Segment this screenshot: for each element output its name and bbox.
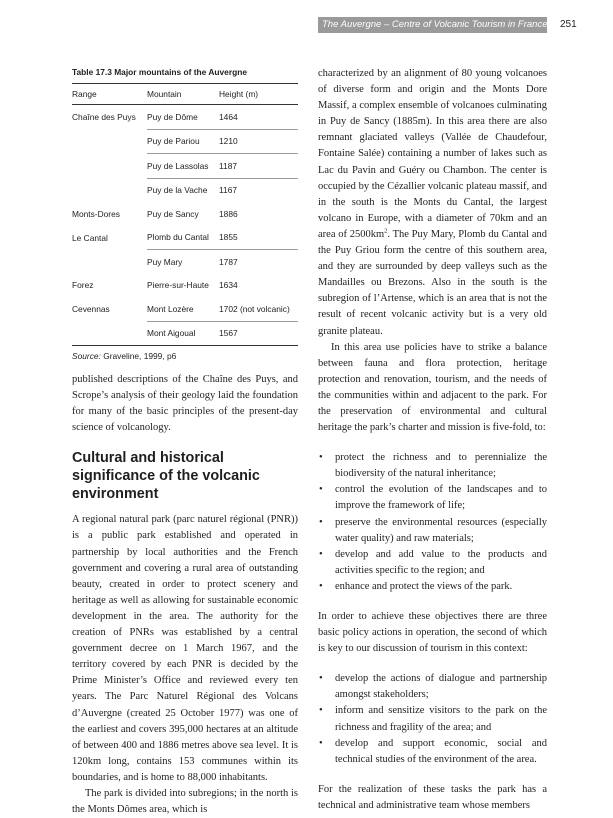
right-paragraph-1-b: . The Puy Mary, Plomb du Cantal and the Puy Griou form the centre of this southern area, and they are surrounded by deep valleys such as the Mandailles ou Brezons. Also in the south is the subregion of l’Artense, which is an area that is not the result of recent volcanic activity but is a very old granite plateau. xyxy=(318,228,547,337)
bullet-icon: • xyxy=(319,705,323,717)
cell-range: Monts-Dores xyxy=(72,208,120,219)
left-paragraph-1: published descriptions of the Chaîne des Puys, and Scrope’s analysis of their geology laid the foundation for many of the basic principles of the present-day science of volcanology. xyxy=(72,374,298,434)
page-number: 251 xyxy=(560,19,577,30)
policy-list xyxy=(318,671,547,768)
list-item xyxy=(318,482,547,514)
cell-height: 1210 xyxy=(219,129,298,154)
cell-mountain: Puy de Pariou xyxy=(147,129,219,154)
bullet-icon: • xyxy=(319,516,323,528)
table-row xyxy=(72,154,298,179)
table-row xyxy=(72,105,298,130)
list-item-text: inform and sensitize visitors to the park on the richness and fragility of the area; and xyxy=(335,705,547,733)
running-header-title: The Auvergne – Centre of Volcanic Tourism in France xyxy=(322,19,548,30)
cell-mountain: Mont Lozère xyxy=(147,303,194,314)
left-column xyxy=(72,66,298,818)
mission-list xyxy=(318,450,547,595)
cell-mountain: Puy Mary xyxy=(147,250,219,274)
list-item xyxy=(318,547,547,579)
right-column xyxy=(318,66,547,814)
bullet-icon: • xyxy=(319,673,323,685)
superscript-2: 2 xyxy=(384,227,388,235)
table-caption: Table 17.3 Major mountains of the Auvergne xyxy=(72,67,247,77)
list-item-text: enhance and protect the views of the park. xyxy=(335,580,513,592)
cell-height: 1464 xyxy=(219,111,238,122)
cell-height: 1634 xyxy=(219,280,238,291)
cell-range xyxy=(72,178,147,202)
table-row xyxy=(72,250,298,274)
table-row xyxy=(72,226,298,250)
cell-range: Chaîne des Puys xyxy=(72,112,136,122)
cell-mountain: Puy de la Vache xyxy=(147,178,219,202)
cell-height: 1187 xyxy=(219,154,298,179)
right-paragraph-1 xyxy=(318,66,547,340)
cell-mountain: Pierre-sur-Haute xyxy=(147,280,209,291)
column-header-height: Height (m) xyxy=(219,84,298,105)
list-item xyxy=(318,736,547,768)
cell-range: Forez xyxy=(72,280,94,291)
cell-mountain: Puy de Lassolas xyxy=(147,154,219,179)
cell-height: 1702 (not volcanic) xyxy=(219,303,290,314)
list-item-text: develop and support economic, social and technical studies of the environment of the area. xyxy=(335,737,547,765)
bullet-icon: • xyxy=(319,452,323,464)
bullet-icon: • xyxy=(319,580,323,592)
cell-range xyxy=(72,321,147,346)
cell-range: Cevennas xyxy=(72,304,110,314)
cell-range xyxy=(72,154,147,179)
table-source-text: Graveline, 1999, p6 xyxy=(100,351,177,361)
cell-height: 1787 xyxy=(219,250,298,274)
table-row xyxy=(72,202,298,226)
cell-range xyxy=(72,129,147,154)
table-row xyxy=(72,178,298,202)
cell-height: 1167 xyxy=(219,178,298,202)
list-item xyxy=(318,515,547,547)
cell-range xyxy=(72,250,147,274)
cell-mountain: Puy de Sancy xyxy=(147,208,199,219)
bullet-icon: • xyxy=(319,737,323,749)
column-header-mountain: Mountain xyxy=(147,84,219,105)
list-item-text: develop and add value to the products and activities specific to the region; and xyxy=(335,548,547,576)
cell-range: Le Cantal xyxy=(72,232,108,243)
bullet-icon: • xyxy=(319,484,323,496)
left-paragraph-2: A regional natural park (parc naturel régional (PNR)) is a public park established and operated in partnership by local authorities and the French government and covering a rural area of outstanding beauty, created in order to protect scenery and heritage as well as allowing for sustainable economic development in the area. The authority for the creation of PNRs was established by a central government decree on 1 March 1967, and the territory covered by each PNR is decided by the Prime Minister’s Office and reviewed every ten years. The Parc Naturel Régional des Volcans d’Auvergne (created 25 October 1977) was one of the earliest and covers 395,000 hectares at an altitude of between 400 and 1886 metres above sea level. It is 120km long, contains 153 communes within its boundaries, and is home to 88,000 inhabitants. xyxy=(72,514,298,783)
mountains-table xyxy=(72,83,298,346)
right-paragraph-1-a: characterized by an alignment of 80 young volcanoes of diverse form and origin and the Monts Dore Massif, a complex ensemble of volcanoes culminating in Puy de Sancy (1885m). In this area there are also remnant glaciated valleys (Vallée de Chaudefour, Fontaine Salée) containing a number of lakes such as Lac du Pavin and Guéry ou Chambon. The center is occupied by the Cézallier volcanic plateau massif, and in the south is the Monts du Cantal, the largest volcano in Europe, with a diameter of 70km and an area of 2500km xyxy=(318,68,547,240)
list-item xyxy=(318,579,547,595)
list-item-text: protect the richness and to perennialize the biodiversity of the natural inheritance; xyxy=(335,452,547,480)
cell-mountain: Puy de Dôme xyxy=(147,111,198,122)
list-item xyxy=(318,671,547,703)
section-heading: Cultural and historical significance of the volcanic environment xyxy=(72,450,260,503)
table-source-label: Source: xyxy=(72,351,101,361)
right-paragraph-2: In this area use policies have to strike a balance between fauna and flora protection, heritage protection and renovation, tourism, and the needs of the communities within and adjacent to the park. For the preservation of environmental and cultural heritage the park’s charter and mission is five-fold, to: xyxy=(318,341,547,434)
column-header-range: Range xyxy=(72,84,147,105)
list-item xyxy=(318,703,547,735)
cell-height: 1855 xyxy=(219,232,238,243)
left-paragraph-3: The park is divided into subregions; in the north is the Monts Dômes area, which is xyxy=(72,787,298,816)
list-item xyxy=(318,450,547,482)
table-header-row xyxy=(72,84,298,105)
right-paragraph-3: In order to achieve these objectives there are three basic policy actions in operation, the second of which is key to our discussion of tourism in this context: xyxy=(318,611,547,655)
cell-mountain: Mont Aigoual xyxy=(147,321,219,346)
right-paragraph-4: For the realization of these tasks the park has a technical and administrative team whose members xyxy=(318,783,547,811)
table-row xyxy=(72,274,298,298)
list-item-text: preserve the environmental resources (especially water quality) and raw materials; xyxy=(335,516,547,544)
cell-height: 1886 xyxy=(219,208,238,219)
bullet-icon: • xyxy=(319,548,323,560)
table-row xyxy=(72,297,298,321)
table-row xyxy=(72,129,298,154)
cell-height: 1567 xyxy=(219,321,298,346)
list-item-text: control the evolution of the landscapes and to improve the framework of life; xyxy=(335,484,547,512)
table-source xyxy=(72,350,298,362)
cell-mountain: Plomb du Cantal xyxy=(147,232,209,243)
table-row xyxy=(72,321,298,346)
list-item-text: develop the actions of dialogue and partnership amongst stakeholders; xyxy=(335,673,547,701)
